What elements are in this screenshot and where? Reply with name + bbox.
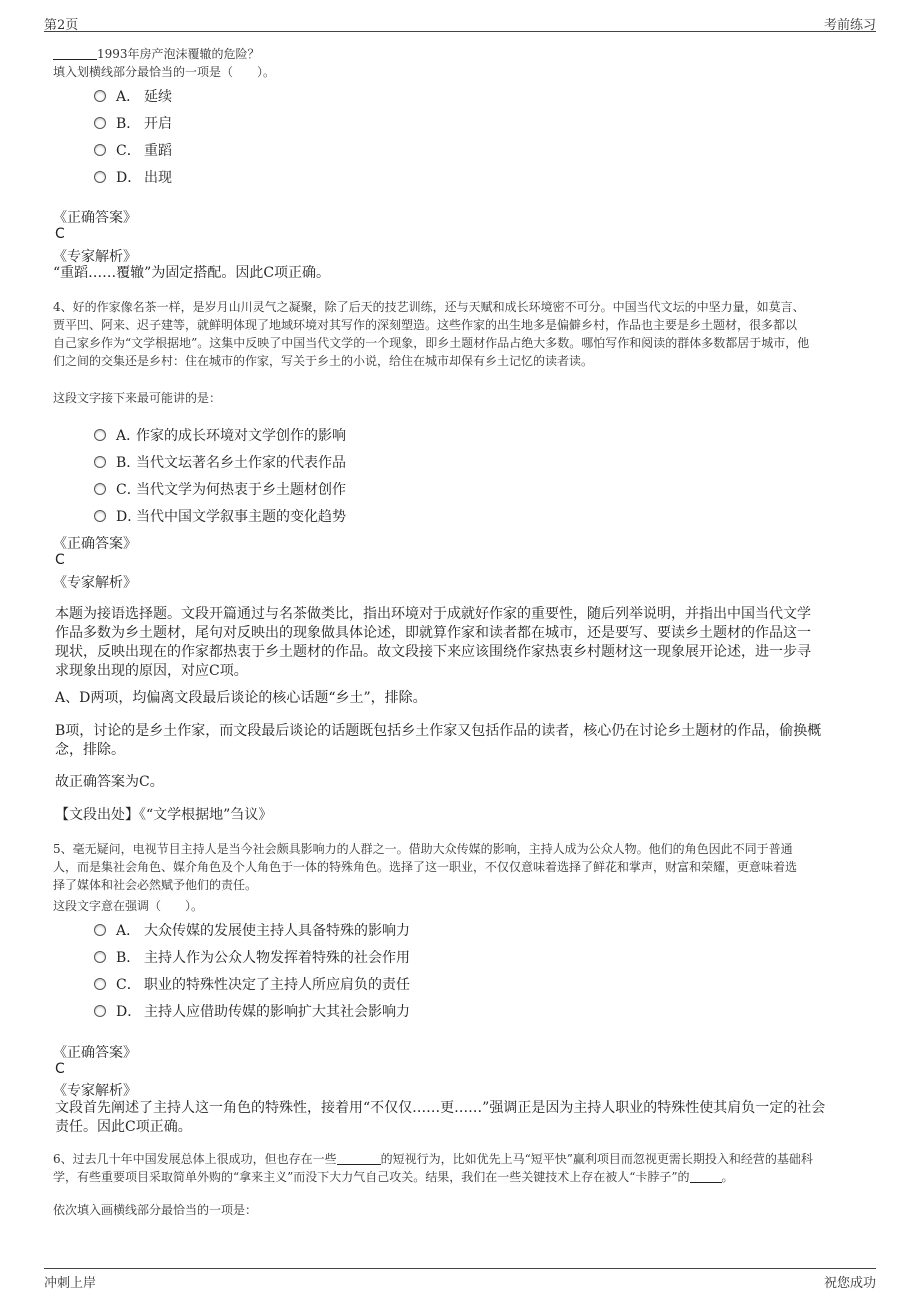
header-title: 考前练习 [823, 18, 876, 33]
q5-option-d[interactable]: D． 主持人应借助传媒的影响扩大其社会影响力 [94, 1001, 410, 1021]
q4-answer-label: 《正确答案》 [53, 536, 137, 552]
radio-button[interactable] [94, 510, 106, 522]
q4-prompt: 这段文字接下来最可能讲的是： [53, 391, 222, 405]
radio-button[interactable] [94, 951, 106, 963]
q3-answer-label: 《正确答案》 [53, 210, 137, 226]
radio-button[interactable] [94, 1005, 106, 1017]
q4-analysis-label: 《专家解析》 [53, 575, 137, 591]
footer-right: 祝您成功 [823, 1276, 876, 1291]
fill-blank [337, 1151, 381, 1165]
radio-button[interactable] [94, 117, 106, 129]
q3-stem: 1993年房产泡沫覆辙的危险？ [53, 45, 260, 63]
q3-analysis: “重蹈……覆辙”为固定搭配。因此C项正确。 [53, 265, 331, 281]
page-number: 第2页 [44, 18, 79, 33]
q6-stem: 6、过去几十年中国发展总体上很成功，但也存在一些 的短视行为，比如优先上马“短平快”赢利项目而忽视更需长期投入和经营的基础科 学，有些重要项目采取简单外购的“拿来主义”而没下大力气自己攻关。结果，我们在一些关键技术上存在被人“卡脖子”的 。 [53, 1152, 813, 1184]
q5-option-c[interactable]: C． 职业的特殊性决定了主持人所应肩负的责任 [94, 974, 410, 994]
q4-analysis-paragraph-2: A、D两项，均偏离文段最后谈论的核心话题“乡土”，排除。 [55, 690, 427, 706]
radio-button[interactable] [94, 429, 106, 441]
q4-option-c[interactable]: C．当代文学为何热衷于乡土题材创作 [94, 479, 346, 499]
q5-answer-label: 《正确答案》 [53, 1045, 137, 1061]
q3-option-d[interactable]: D． 出现 [94, 167, 172, 187]
q4-analysis-paragraph-3: B项，讨论的是乡土作家，而文段最后谈论的话题既包括乡土作家又包括作品的读者，核心仍在讨论乡土题材的作品，偷换概 念，排除。 [55, 723, 822, 758]
radio-button[interactable] [94, 144, 106, 156]
q5-option-b[interactable]: B． 主持人作为公众人物发挥着特殊的社会作用 [94, 947, 410, 967]
q4-answer: C [55, 552, 65, 568]
q3-prompt: 填入划横线部分最恰当的一项是（ ）。 [53, 65, 276, 79]
q5-prompt: 这段文字意在强调（ ）。 [53, 899, 204, 913]
footer-divider [44, 1268, 876, 1269]
radio-button[interactable] [94, 978, 106, 990]
header-divider [44, 31, 876, 32]
q4-analysis-conclusion: 故正确答案为C。 [55, 774, 164, 790]
radio-button[interactable] [94, 924, 106, 936]
radio-button[interactable] [94, 483, 106, 495]
radio-button[interactable] [94, 171, 106, 183]
q3-analysis-label: 《专家解析》 [53, 249, 137, 265]
q4-option-d[interactable]: D．当代中国文学叙事主题的变化趋势 [94, 506, 346, 526]
q3-option-b[interactable]: B． 开启 [94, 113, 172, 133]
q5-option-a[interactable]: A． 大众传媒的发展使主持人具备特殊的影响力 [94, 920, 410, 940]
q6-prompt: 依次填入画横线部分最恰当的一项是： [53, 1203, 258, 1217]
q5-analysis-label: 《专家解析》 [53, 1083, 137, 1099]
fill-blank [690, 1169, 722, 1183]
radio-button[interactable] [94, 90, 106, 102]
q5-analysis: 文段首先阐述了主持人这一角色的特殊性，接着用“不仅仅……更……”强调正是因为主持人职业的特殊性使其肩负一定的社会 责任。因此C项正确。 [55, 1100, 826, 1135]
q4-source: 【文段出处】《“文学根据地”刍议》 [55, 807, 273, 823]
q4-analysis-paragraph-1: 本题为接语选择题。文段开篇通过与名茶做类比，指出环境对于成就好作家的重要性，随后列举说明，并指出中国当代文学 作品多数为乡土题材，尾句对反映出的现象做具体论述，即就算作家和读者都在城市，还是要写、要读乡土题材的作品这一 现状，反映出现在的作家都热衷于乡土题材的作品。故文段接下来应该围绕作家热衷乡村题材这一现象展开论述，进一步寻 求现象出现的原因，对应C项。 [55, 606, 811, 679]
q3-option-c[interactable]: C． 重蹈 [94, 140, 172, 160]
radio-button[interactable] [94, 456, 106, 468]
q5-stem: 5、毫无疑问，电视节目主持人是当今社会颇具影响力的人群之一。借助大众传媒的影响，主持人成为公众人物。他们的角色因此不同于普通 人，而是集社会角色、媒介角色及个人角色于一体的特殊角色。选择了这一职业，不仅仅意味着选择了鲜花和掌声，财富和荣耀，更意味着选 择了媒体和社会必然赋予他们的责任。 [53, 842, 798, 892]
q3-option-a[interactable]: A． 延续 [94, 86, 172, 106]
q4-option-b[interactable]: B．当代文坛著名乡土作家的代表作品 [94, 452, 346, 472]
fill-blank [53, 46, 97, 60]
q5-answer: C [55, 1061, 65, 1077]
q4-stem: 4、好的作家像名茶一样，是岁月山川灵气之凝聚，除了后天的技艺训练，还与天赋和成长环境密不可分。中国当代文坛的中坚力量，如莫言、 贾平凹、阿来、迟子建等，就鲜明体现了地域环境对其写作的深刻塑造。这些作家的出生地多是偏僻乡村，作品也主要是乡土题材，很多都以 自己家乡作为“文学根据地”。这集中反映了中国当代文学的一个现象，即乡土题材作品占绝大多数。哪怕写作和阅读的群体多数都居于城市，他 们之间的交集还是乡村：住在城市的作家，写关于乡土的小说，给住在城市却保有乡土记忆的读者读。 [53, 300, 810, 368]
q3-answer: C [55, 226, 65, 242]
footer-left: 冲刺上岸 [44, 1276, 97, 1291]
q4-option-a[interactable]: A．作家的成长环境对文学创作的影响 [94, 425, 346, 445]
